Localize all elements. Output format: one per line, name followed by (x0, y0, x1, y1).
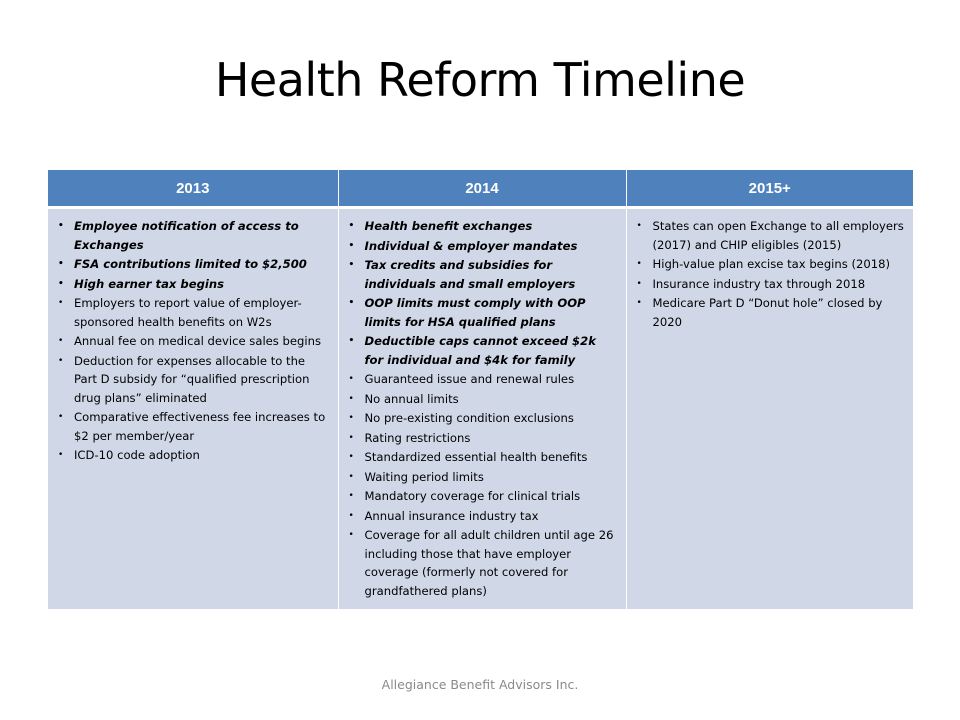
bullet-icon: • (348, 471, 354, 482)
list-item-text: Deductible caps cannot exceed $2k for individual and $4k for family (364, 334, 596, 367)
list-item-text: FSA contributions limited to $2,500 (74, 257, 307, 271)
bullet-icon: • (348, 260, 355, 270)
list-item (347, 256, 618, 293)
list-item (347, 507, 618, 526)
list-item-text: Individual & employer mandates (364, 238, 578, 253)
bullet-icon: • (348, 374, 354, 384)
bullet-icon: • (348, 510, 354, 521)
list-item-text: ICD-10 code adoption (74, 448, 200, 462)
bullet-icon: • (636, 259, 642, 269)
list-item (347, 294, 618, 331)
column-cell-2013 (48, 208, 338, 610)
list-item-text: Mandatory coverage for clinical trials (364, 489, 581, 503)
list-item-text: Standardized essential health benefits (364, 450, 588, 464)
list-item (347, 237, 618, 256)
list-item (347, 390, 618, 409)
list-item-text: Deduction for expenses allocable to the Part D subsidy for “qualified prescription drug plans” eliminated (74, 353, 310, 405)
bullet-icon: • (636, 221, 642, 231)
bullet-icon: • (58, 221, 64, 231)
list-item (347, 217, 618, 236)
list-item (56, 332, 330, 351)
column-cell-2015-plus (626, 208, 913, 610)
list-item (56, 446, 330, 465)
column-header-2013: 2013 (48, 170, 338, 208)
bullet-icon: • (58, 336, 64, 346)
list-item-text: Guaranteed issue and renewal rules (364, 372, 575, 386)
list-item (635, 217, 906, 254)
bullet-icon: • (636, 278, 642, 289)
list-item-text: Annual insurance industry tax (364, 508, 539, 523)
list-item (635, 275, 906, 294)
bullet-icon: • (348, 240, 355, 251)
list-item (56, 352, 330, 408)
list-item-text: Waiting period limits (364, 469, 484, 484)
list-item (347, 409, 618, 428)
list-item-text: Annual fee on medical device sales begins (74, 334, 321, 348)
bullet-icon: • (58, 450, 64, 460)
list-item-text: Coverage for all adult children until age 26 including those that have employer coverage (formerly not covered for grandfathered plans) (364, 528, 614, 598)
bullet-icon: • (58, 355, 64, 366)
list-item-text: No annual limits (364, 391, 459, 406)
column-cell-2014 (338, 208, 626, 610)
list-item (56, 255, 330, 274)
list-item-text: No pre-existing condition exclusions (364, 411, 574, 425)
list-item (347, 468, 618, 487)
bullet-icon: • (58, 278, 64, 289)
timeline-table (48, 170, 913, 609)
bullet-icon: • (348, 413, 354, 423)
list-item-text: Insurance industry tax through 2018 (652, 276, 866, 291)
item-list-2015-plus (635, 217, 906, 331)
bullet-icon: • (58, 298, 64, 308)
header-row (48, 170, 913, 208)
list-item (56, 275, 330, 294)
list-item (56, 217, 330, 254)
item-list-2013 (56, 217, 330, 465)
bullet-icon: • (348, 432, 354, 443)
list-item-text: OOP limits must comply with OOP limits for HSA qualified plans (364, 296, 586, 329)
list-item (56, 294, 330, 331)
bullet-icon: • (348, 393, 354, 404)
list-item (635, 255, 906, 274)
bullet-icon: • (636, 298, 642, 308)
column-header-2014: 2014 (338, 170, 626, 208)
bullet-icon: • (348, 336, 355, 346)
list-item (347, 332, 618, 369)
list-item-text: Tax credits and subsidies for individuals and small employers (364, 258, 576, 291)
list-item-text: Rating restrictions (364, 430, 471, 445)
footer-text: Allegiance Benefit Advisors Inc. (381, 677, 579, 692)
list-item-text: Employee notification of access to Exchanges (74, 219, 299, 252)
item-list-2014 (347, 217, 618, 600)
list-item-text: High-value plan excise tax begins (2018) (652, 257, 891, 271)
list-item-text: Employers to report value of employer- sponsored health benefits on W2s (74, 296, 302, 329)
bullet-icon: • (348, 298, 355, 308)
bullet-icon: • (58, 259, 64, 269)
column-header-2015-plus: 2015+ (626, 170, 913, 208)
list-item-text: Health benefit exchanges (364, 219, 533, 233)
bullet-icon: • (348, 530, 354, 540)
bullet-icon: • (348, 452, 354, 462)
list-item (347, 429, 618, 448)
list-item-text: States can open Exchange to all employers (2017) and CHIP eligibles (2015) (652, 219, 904, 252)
content-row (48, 208, 913, 610)
bullet-icon: • (348, 221, 355, 231)
list-item-text: Comparative effectiveness fee increases to $2 per member/year (74, 410, 326, 443)
list-item-text: Medicare Part D “Donut hole” closed by 2020 (652, 296, 883, 329)
list-item (635, 294, 906, 331)
slide-title: Health Reform Timeline (214, 53, 746, 107)
list-item (347, 487, 618, 506)
bullet-icon: • (348, 491, 354, 501)
list-item (56, 408, 330, 445)
list-item (347, 448, 618, 467)
list-item (347, 526, 618, 600)
list-item (347, 370, 618, 389)
list-item-text: High earner tax begins (74, 276, 225, 291)
bullet-icon: • (58, 412, 64, 422)
